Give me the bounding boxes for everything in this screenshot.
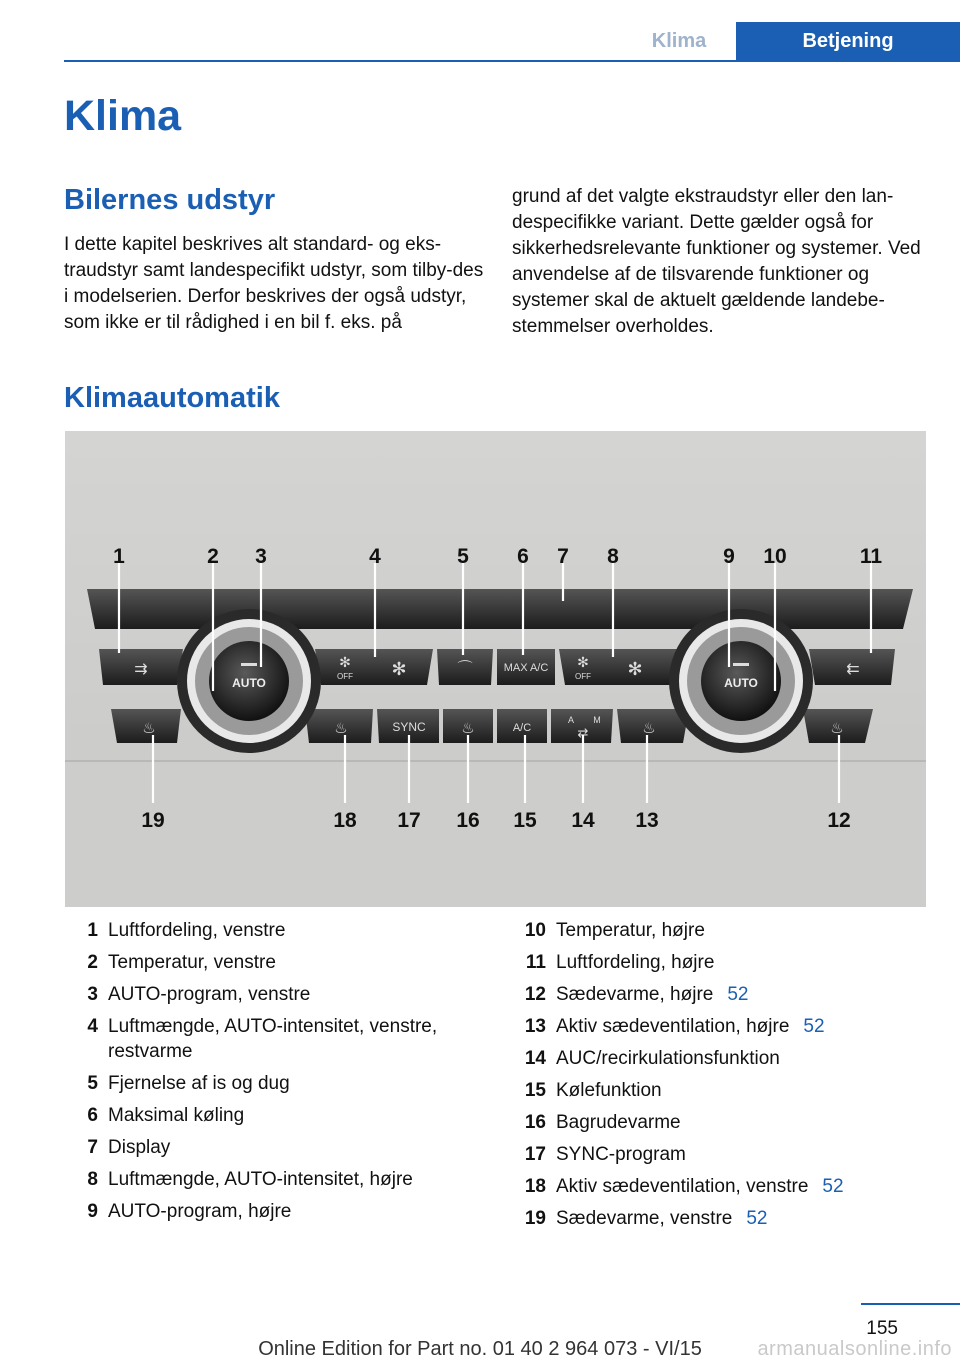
callout-16: 16 [456, 809, 480, 832]
legend-item: 13 Aktiv sædeventilation, højre 52 [524, 1016, 825, 1037]
climate-panel-figure [65, 431, 926, 907]
callout-10: 10 [763, 545, 787, 568]
edition-note: Online Edition for Part no. 01 40 2 964 073 - VI/15 [258, 1338, 702, 1360]
legend-item: 4 Luftmængde, AUTO-intensitet, venstre, restvarme [87, 1016, 438, 1062]
svg-text:♨: ♨ [334, 719, 348, 737]
callout-14: 14 [571, 809, 595, 832]
auto-right-label: AUTO [724, 676, 758, 690]
callout-2: 2 [207, 545, 219, 568]
svg-text:⇇: ⇇ [846, 659, 860, 678]
svg-text:♨: ♨ [642, 719, 656, 737]
header-section: Klima [651, 29, 707, 52]
sync-label: SYNC [392, 720, 426, 734]
callout-5: 5 [457, 545, 469, 568]
legend-item: 15 Kølefunktion [524, 1080, 662, 1101]
legend-item: 8 Luftmængde, AUTO-intensitet, højre [87, 1169, 413, 1190]
callout-7: 7 [557, 545, 569, 568]
m-label: M [593, 715, 601, 725]
legend-item: 14 AUC/recirkulationsfunktion [524, 1048, 780, 1069]
svg-text:✻: ✻ [339, 655, 351, 671]
auto-left-label: AUTO [232, 676, 266, 690]
callout-17: 17 [397, 809, 421, 832]
intro-paragraph-right: grund af det valgte ekstraudstyr eller den lan-despecifikke variant. Dette gælder også for sikkerhedsrelevante funktioner og systemer. Ved anvendelse af de tilsvarende funktioner og systemer skal de aktuelt gældende landebe-stemmelser overholdes. [512, 186, 921, 337]
section-heading-udstyr: Bilernes udstyr [64, 184, 276, 216]
svg-text:⇉: ⇉ [134, 659, 148, 678]
page-ref-link[interactable]: 52 [803, 1016, 825, 1037]
watermark: armanualsonline.info [757, 1338, 952, 1360]
callout-4: 4 [369, 545, 381, 568]
page-ref-link[interactable]: 52 [727, 984, 749, 1005]
legend-item: 19 Sædevarme, venstre 52 [524, 1208, 768, 1229]
svg-text:✻: ✻ [627, 659, 643, 680]
callout-15: 15 [513, 809, 537, 832]
callout-18: 18 [333, 809, 357, 832]
page-title: Klima [64, 92, 182, 140]
legend-item: 6 Maksimal køling [87, 1105, 245, 1126]
legend-list-left [64, 918, 464, 1231]
svg-text:♨: ♨ [142, 719, 156, 737]
legend-item: 5 Fjernelse af is og dug [87, 1073, 290, 1094]
header-rule [64, 60, 960, 62]
off-right-label: OFF [575, 672, 591, 681]
off-left-label: OFF [337, 672, 353, 681]
callout-13: 13 [635, 809, 659, 832]
section-heading-klimaautomatik: Klimaautomatik [64, 382, 280, 414]
callout-1: 1 [113, 545, 125, 568]
svg-text:✻: ✻ [577, 655, 589, 671]
right-temperature-knob [669, 609, 813, 753]
intro-paragraph-left: I dette kapitel beskrives alt standard- og eks-traudstyr samt landespecifikt udstyr, som tilby-des i modelserien. Derfor beskrives der også udstyr, som ikke er til rådighed i en bil f. eks. på [64, 234, 484, 333]
legend-item: 18 Aktiv sædeventilation, venstre 52 [524, 1176, 844, 1197]
page-ref-link[interactable]: 52 [746, 1208, 768, 1229]
page-number: 155 [866, 1318, 898, 1339]
legend-item: 11 Luftfordeling, højre [525, 952, 715, 973]
header-chapter: Betjening [736, 22, 960, 60]
left-temperature-knob [177, 609, 321, 753]
svg-text:♨: ♨ [830, 719, 844, 737]
a-label: A [567, 715, 575, 725]
legend-item: 12 Sædevarme, højre 52 [524, 984, 749, 1005]
callout-3: 3 [255, 545, 267, 568]
callout-11: 11 [859, 545, 883, 568]
svg-text:⇄: ⇄ [577, 726, 589, 741]
legend-item: 7 Display [87, 1137, 171, 1158]
callout-6: 6 [517, 545, 529, 568]
svg-text:✻: ✻ [391, 659, 407, 680]
legend-item: 3 AUTO-program, venstre [87, 984, 311, 1005]
legend-item: 17 SYNC-program [524, 1144, 686, 1165]
svg-text:⌒: ⌒ [457, 659, 473, 677]
legend-item: 10 Temperatur, højre [524, 920, 705, 941]
callout-19: 19 [141, 809, 165, 832]
callout-9: 9 [723, 545, 735, 568]
legend-list-right [512, 918, 932, 1238]
footer-rule [861, 1303, 960, 1305]
legend-item: 1 Luftfordeling, venstre [87, 920, 286, 941]
legend-item: 9 AUTO-program, højre [87, 1201, 292, 1222]
callout-12: 12 [827, 809, 851, 832]
max-ac-label: MAX A/C [503, 662, 549, 674]
page-ref-link[interactable]: 52 [822, 1176, 844, 1197]
callout-8: 8 [607, 545, 619, 568]
legend-item: 16 Bagrudevarme [524, 1112, 681, 1133]
svg-text:♨: ♨ [461, 719, 475, 737]
ac-label: A/C [512, 722, 532, 734]
legend-item: 2 Temperatur, venstre [87, 952, 276, 973]
